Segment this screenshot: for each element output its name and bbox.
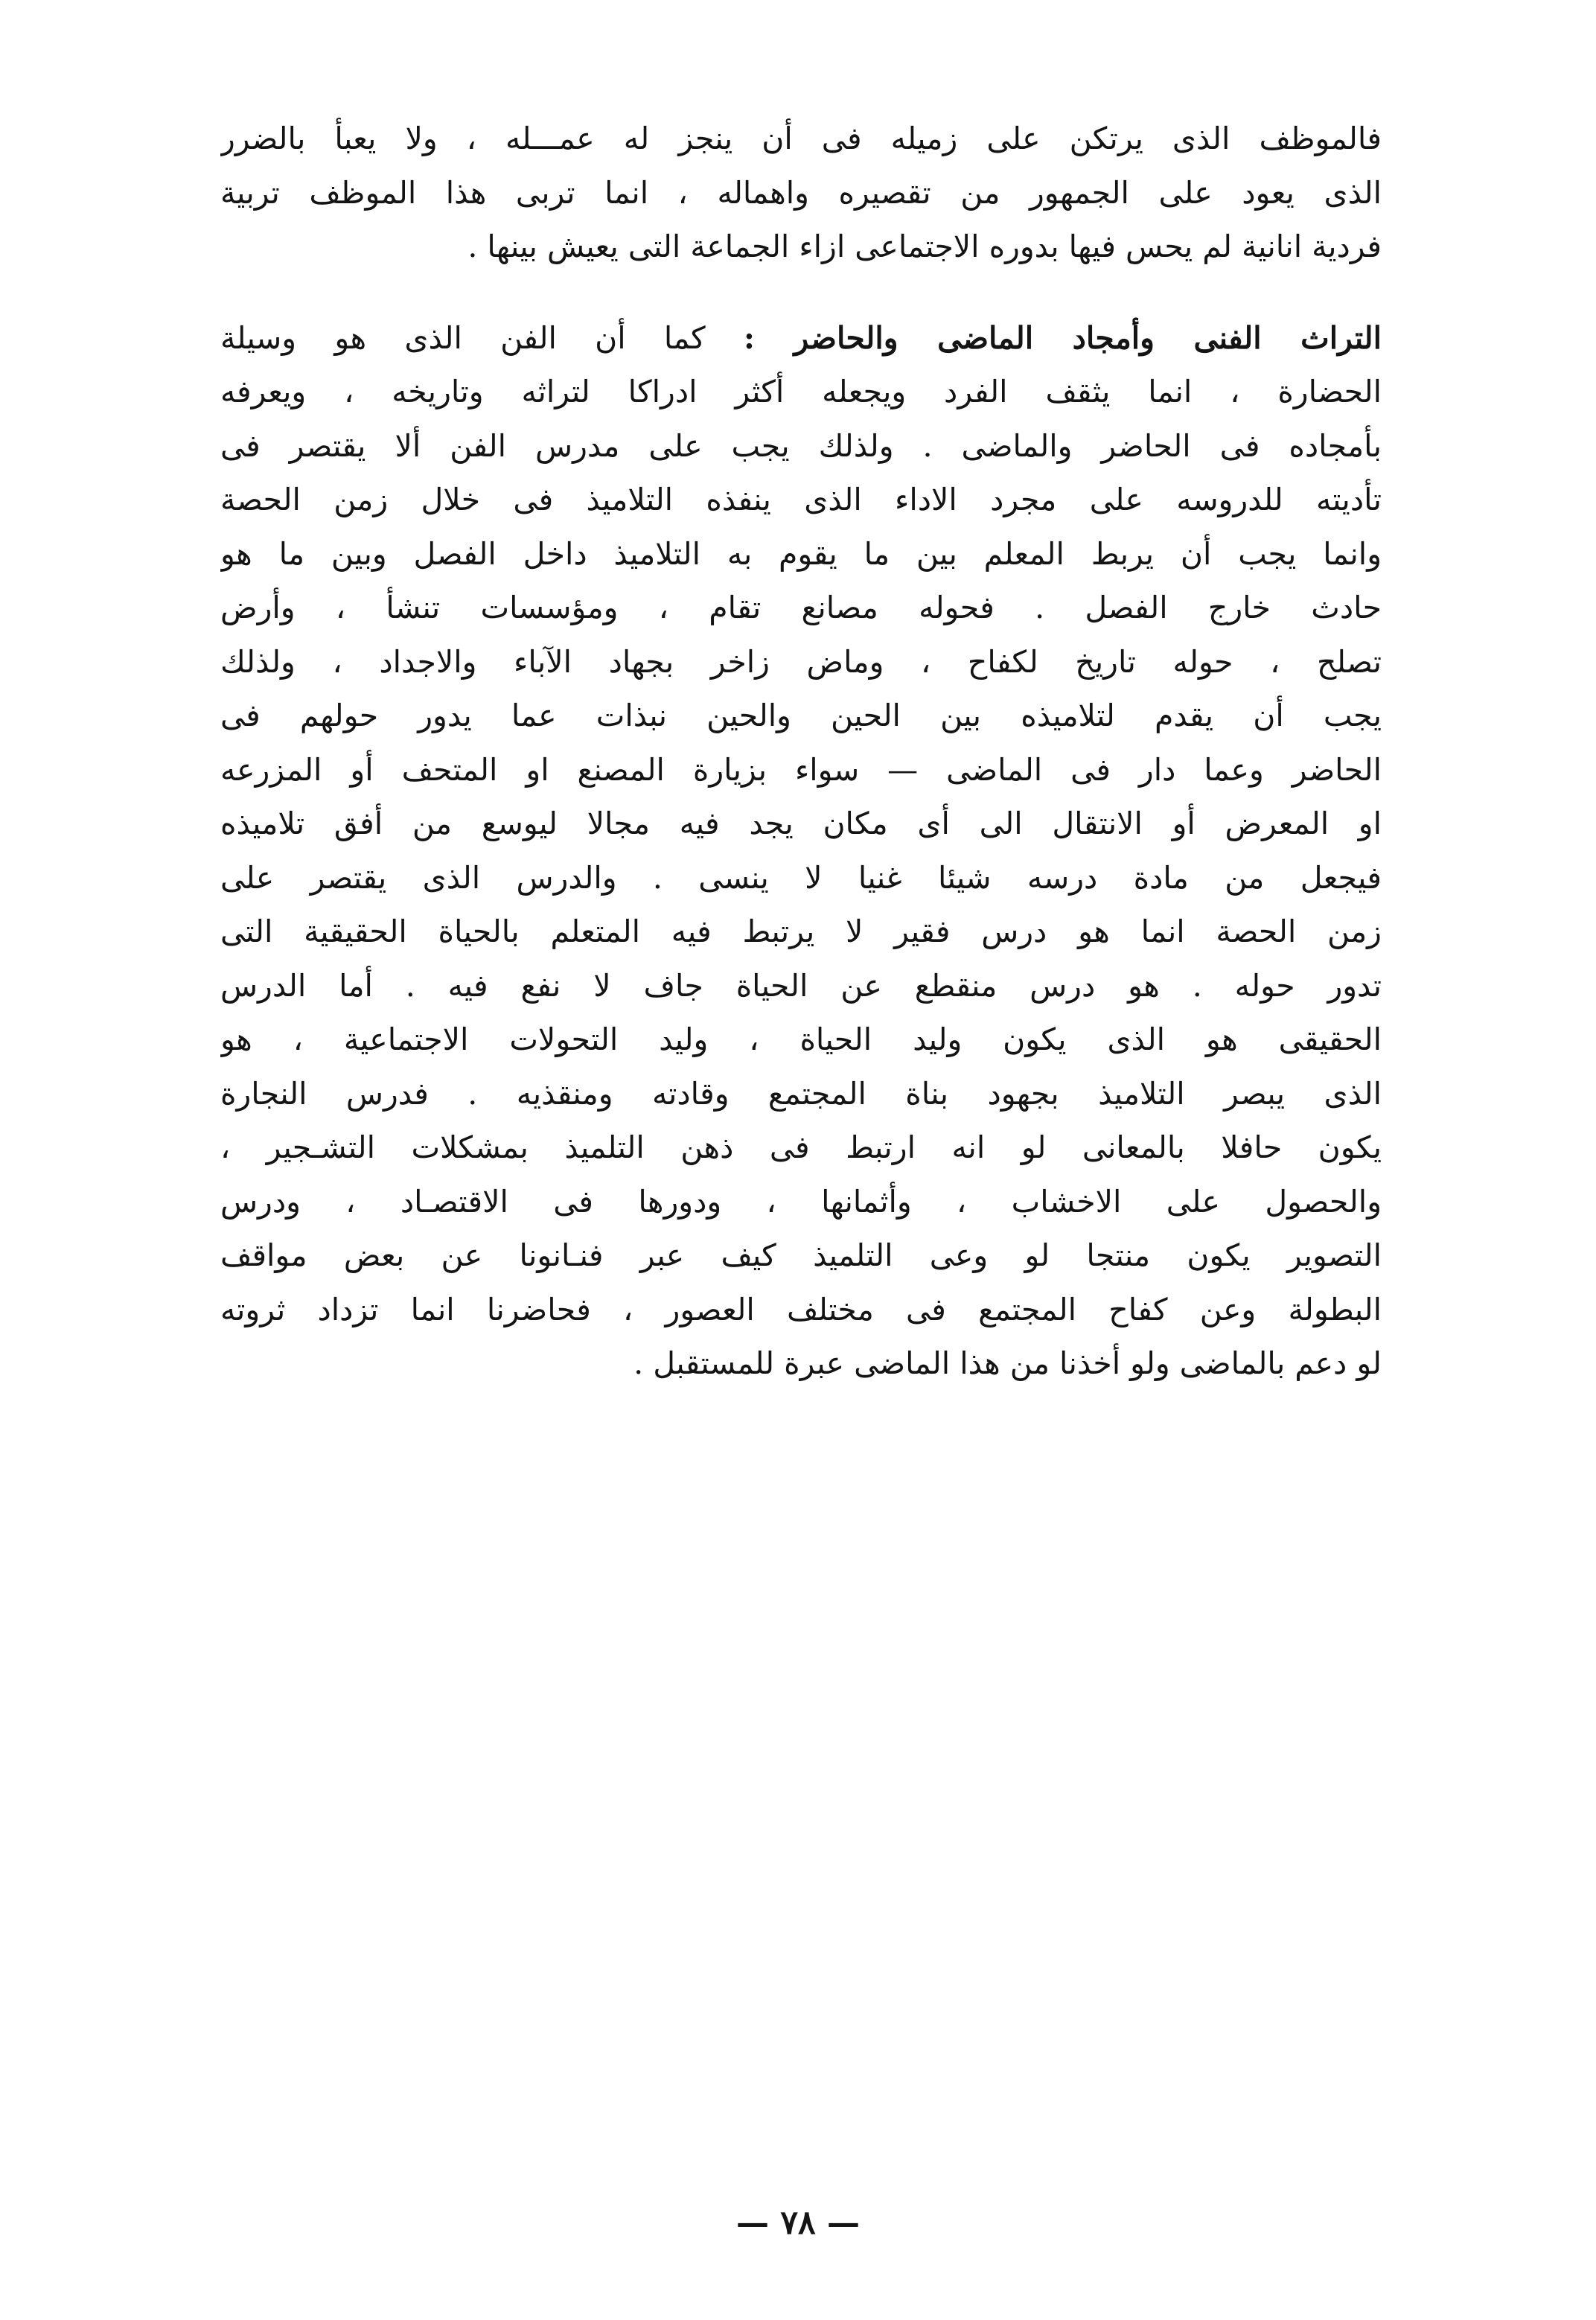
paragraph bbox=[220, 112, 1382, 274]
paragraph-spacer bbox=[220, 274, 1382, 311]
paragraph bbox=[220, 311, 1382, 1391]
text-line: تأديته للدروسه على مجرد الاداء الذى ينفذه التلاميذ فى خلال زمن الحصة bbox=[220, 482, 1382, 517]
text-line: تصلح ، حوله تاريخ لكفاح ، وماض زاخر بجهاد الآباء والاجداد ، ولذلك bbox=[220, 643, 1382, 680]
text-line: تدور حوله . هو درس منقطع عن الحياة جاف لا نفع فيه . أما الدرس bbox=[220, 967, 1382, 1004]
text-line: الحقيقى هو الذى يكون وليد الحياة ، وليد التحولات الاجتماعية ، هو bbox=[220, 1022, 1382, 1057]
text-line: بأمجاده فى الحاضر والماضى . ولذلك يجب على مدرس الفن ألا يقتصر فى bbox=[220, 427, 1382, 464]
text-line: وانما يجب أن يربط المعلم بين ما يقوم به التلاميذ داخل الفصل وبين ما هو bbox=[220, 535, 1382, 572]
text-run: كما أن الفن الذى هو وسيلة bbox=[220, 319, 706, 356]
text-line: يكون حافلا بالمعانى لو انه ارتبط فى ذهن التلميذ بمشكلات التشـجير ، bbox=[220, 1129, 1382, 1165]
text-line: فيجعل من مادة درسه شيئا غنيا لا ينسى . والدرس الذى يقتصر على bbox=[220, 859, 1382, 896]
body-text bbox=[220, 112, 1382, 1391]
section-heading: التراث الفنى وأمجاد الماضى والحاضر : bbox=[743, 319, 1382, 356]
text-line: او المعرض أو الانتقال الى أى مكان يجد فيه مجالا ليوسع من أفق تلاميذه bbox=[220, 806, 1382, 841]
text-line: البطولة وعن كفاح المجتمع فى مختلف العصور ، فحاضرنا انما تزداد ثروته bbox=[220, 1291, 1382, 1328]
text-line: يجب أن يقدم لتلاميذه بين الحين والحين نبذات عما يدور حولهم فى bbox=[220, 698, 1382, 733]
text-line bbox=[220, 311, 1382, 366]
text-line: والحصول على الاخشاب ، وأثمانها ، ودورها فى الاقتصـاد ، ودرس bbox=[220, 1183, 1382, 1220]
text-line: فردية انانية لم يحس فيها بدوره الاجتماعى ازاء الجماعة التى يعيش بينها . bbox=[467, 229, 1382, 264]
text-line: الحاضر وعما دار فى الماضى — سواء بزيارة المصنع او المتحف أو المزرعه bbox=[220, 751, 1382, 788]
text-line: زمن الحصة انما هو درس فقير لا يرتبط فيه المتعلم بالحياة الحقيقية التى bbox=[220, 914, 1382, 949]
page-number: — ٧٨ — bbox=[736, 2204, 860, 2242]
text-line: فالموظف الذى يرتكن على زميله فى أن ينجز له عمـــله ، ولا يعبأ بالضرر bbox=[220, 121, 1382, 156]
text-line: الذى يعود على الجمهور من تقصيره واهماله ، انما تربى هذا الموظف تربية bbox=[220, 174, 1382, 211]
text-line: حادث خارج الفصل . فحوله مصانع تقام ، ومؤسسات تنشأ ، وأرض bbox=[220, 590, 1382, 625]
text-line: التصوير يكون منتجا لو وعى التلميذ كيف عبر فنـانونا عن بعض مواقف bbox=[220, 1237, 1382, 1273]
text-line: الذى يبصر التلاميذ بجهود بناة المجتمع وقادته ومنقذيه . فدرس النجارة bbox=[220, 1075, 1382, 1112]
text-line: لو دعم بالماضى ولو أخذنا من هذا الماضى عبرة للمستقبل . bbox=[633, 1345, 1382, 1381]
text-line: الحضارة ، انما يثقف الفرد ويجعله أكثر ادراكا لتراثه وتاريخه ، ويعرفه bbox=[220, 374, 1382, 409]
